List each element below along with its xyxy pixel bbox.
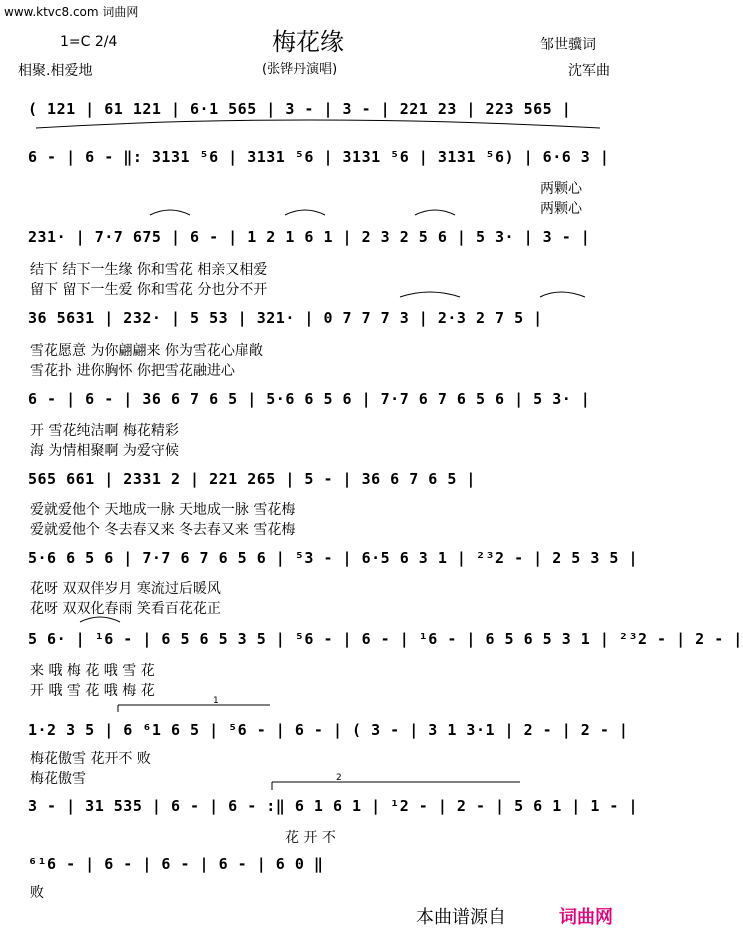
composer-credit: 沈军曲 — [568, 63, 610, 79]
lyric-line: 雪花扑 进你胸怀 你把雪花融进心 — [30, 363, 235, 379]
lyric-line: 梅花傲雪 花开不 败 — [30, 751, 151, 767]
lyric-line: 爱就爱他个 天地成一脉 天地成一脉 雪花梅 — [30, 502, 296, 518]
lyric-line: 开 哦 雪 花 哦 梅 花 — [30, 683, 155, 699]
lyric-line: 开 雪花纯洁啊 梅花精彩 — [30, 423, 179, 439]
lyric-line: 爱就爱他个 冬去春又来 冬去春又来 雪花梅 — [30, 522, 296, 538]
staff-line: 5·6 6 5 6 | 7·7 6 7 6 5 6 | ⁵3 - | 6·5 6 3 1 | ²³2 - | 2 5 3 5 | — [28, 549, 638, 567]
site-watermark: www.ktvc8.com 词曲网 — [4, 5, 139, 19]
singer-credit: (张铧丹演唱) — [262, 62, 338, 77]
lyric-line: 雪花愿意 为你翩翩来 你为雪花心扉敞 — [30, 343, 263, 359]
source-text: 本曲谱源自 — [416, 907, 506, 928]
lyric-line: 梅花傲雪 — [30, 771, 86, 787]
lyric-line: 结下 结下一生缘 你和雪花 相亲又相爱 — [30, 262, 268, 278]
lyricist-credit: 邹世骥词 — [540, 37, 596, 53]
staff-line: 3 - | 31 535 | 6 - | 6 - :‖ 6 1 6 1 | ¹2 - | 2 - | 5 6 1 | 1 - | — [28, 797, 638, 815]
staff-line: ( 121 | 61 121 | 6·1 565 | 3 - | 3 - | 221 23 | 223 565 | — [28, 100, 572, 118]
key-signature: 1=C 2/4 — [60, 34, 118, 50]
lyric-line: 花呀 双双伴岁月 寒流过后暖风 — [30, 581, 221, 597]
staff-line: 5 6· | ¹6 - | 6 5 6 5 3 5 | ⁵6 - | 6 - | ¹6 - | 6 5 6 5 3 1 | ²³2 - | 2 - | — [28, 630, 743, 648]
lyric-line: 两颗心 — [540, 201, 582, 217]
staff-line: 231· | 7·7 675 | 6 - | 1 2 1 6 1 | 2 3 2 5 6 | 5 3· | 3 - | — [28, 228, 591, 246]
volta-1-label: 1 — [213, 696, 219, 706]
lyric-line: 留下 留下一生爱 你和雪花 分也分不开 — [30, 282, 268, 298]
staff-line: 1·2 3 5 | 6 ⁶1 6 5 | ⁵6 - | 6 - | ( 3 - | 3 1 3·1 | 2 - | 2 - | — [28, 721, 629, 739]
staff-line: 6 - | 6 - | 36 6 7 6 5 | 5·6 6 5 6 | 7·7 6 7 6 5 6 | 5 3· | — [28, 390, 591, 408]
lyric-line: 败 — [30, 885, 44, 901]
lyric-line: 花呀 双双化春雨 笑看百花花正 — [30, 601, 221, 617]
subtitle: 相聚.相爱地 — [18, 63, 93, 79]
lyric-line: 花 开 不 — [285, 830, 336, 846]
staff-line: ⁶¹6 - | 6 - | 6 - | 6 - | 6 0 ‖ — [28, 855, 324, 873]
lyric-line: 海 为情相聚啊 为爱守候 — [30, 443, 179, 459]
staff-line: 6 - | 6 - ‖: 3131 ⁵6 | 3131 ⁵6 | 3131 ⁵6 | 3131 ⁵6) | 6·6 3 | — [28, 148, 610, 166]
staff-line: 36 5631 | 232· | 5 53 | 321· | 0 7 7 7 3 | 2·3 2 7 5 | — [28, 309, 543, 327]
volta-2-label: 2 — [336, 773, 342, 783]
staff-line: 565 661 | 2331 2 | 221 265 | 5 - | 36 6 7 6 5 | — [28, 470, 476, 488]
lyric-line: 来 哦 梅 花 哦 雪 花 — [30, 663, 155, 679]
lyric-line: 两颗心 — [540, 181, 582, 197]
brand-logo-text: 词曲网 — [559, 907, 613, 928]
song-title: 梅花缘 — [272, 28, 344, 56]
